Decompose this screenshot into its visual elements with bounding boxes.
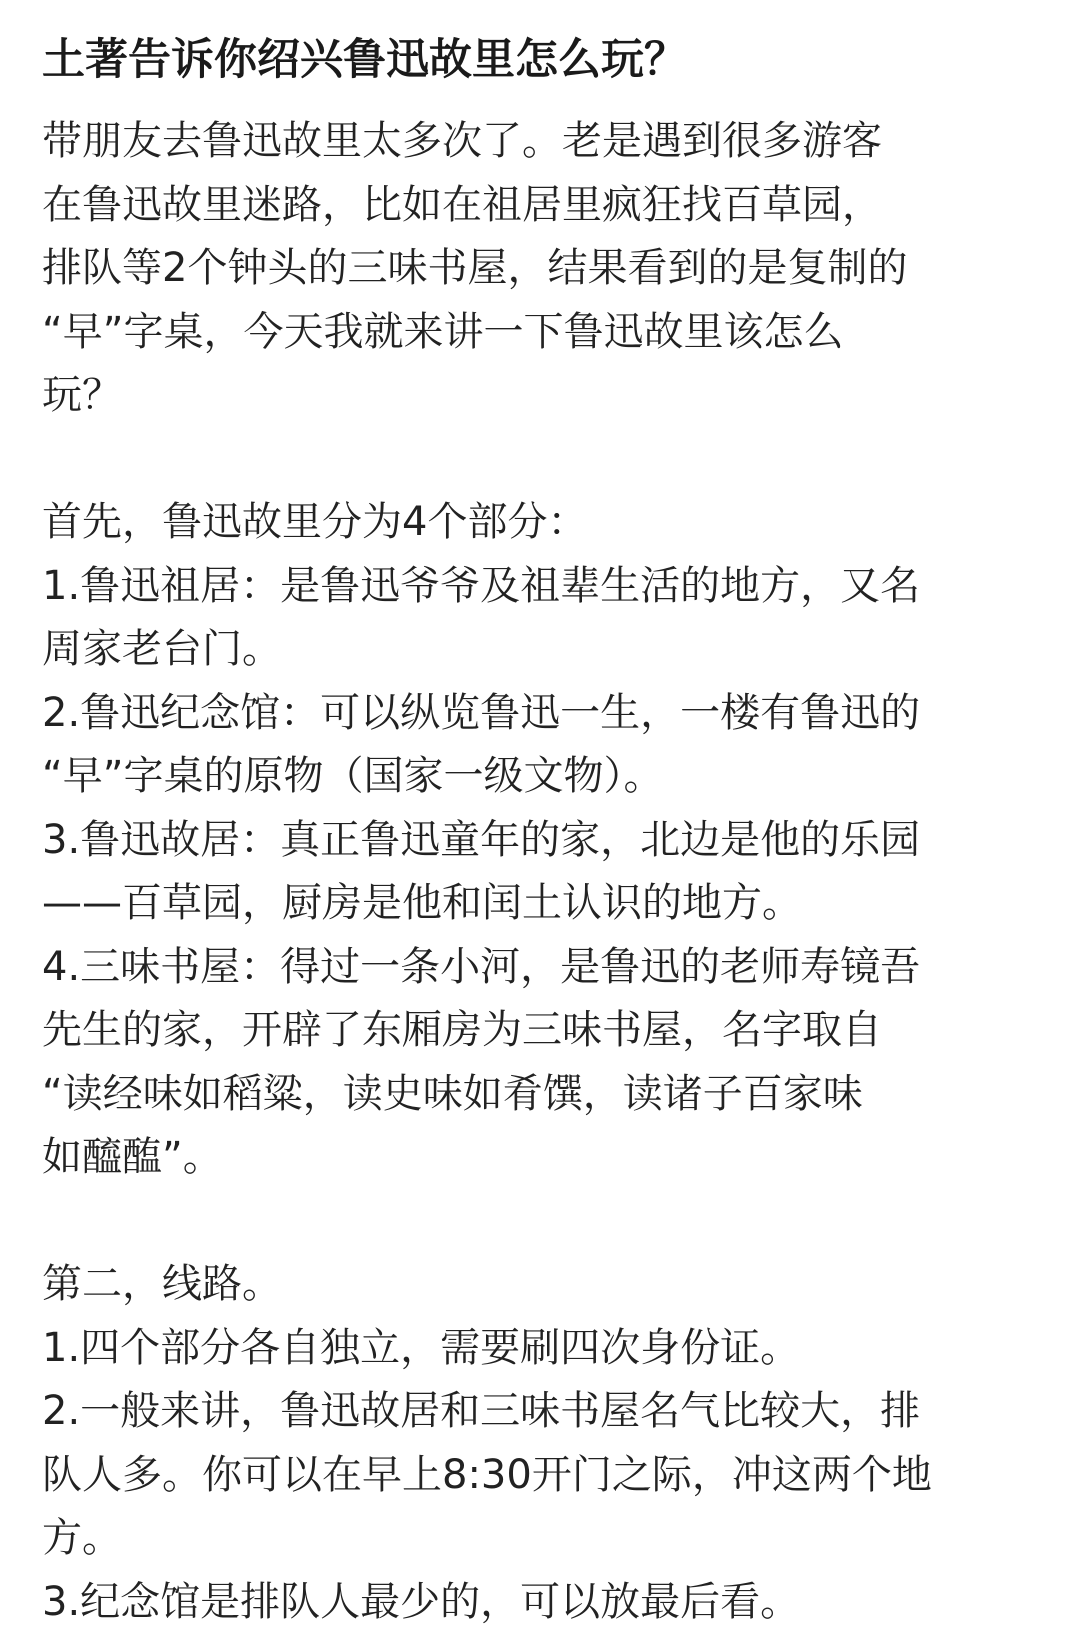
body-line: 第二，线路。 [42,1261,282,1307]
article-title: 土著告诉你绍兴鲁迅故里怎么玩？ [42,35,687,85]
body-line: 先生的家，开辟了东厢房为三味书屋，名字取自 [42,1007,882,1053]
body-line: 3.纪念馆是排队人最少的，可以放最后看。 [42,1578,801,1625]
body-line: 带朋友去鲁迅故里太多次了。老是遇到很多游客 [42,118,882,164]
body-line: 玩？ [42,372,122,418]
body-line: 首先，鲁迅故里分为4个部分： [42,499,588,545]
body-line: 4.三味书屋：得过一条小河，是鲁迅的老师寿镜吾 [42,943,921,990]
body-line: “早”字桌，今天我就来讲一下鲁迅故里该怎么 [42,308,844,355]
body-line: 1.鲁迅祖居：是鲁迅爷爷及祖辈生活的地方，又名 [42,562,921,609]
body-line: 2.一般来讲，鲁迅故居和三味书屋名气比较大，排 [42,1388,921,1434]
body-line: 如醯醢”。 [42,1134,223,1180]
body-line: 队人多。你可以在早上8:30开门之际，冲这两个地 [42,1451,932,1498]
body-line: 方。 [42,1515,122,1561]
paragraph-break [42,1190,1052,1254]
body-line: 排队等2个钟头的三味书屋，结果看到的是复制的 [42,245,908,291]
article-body [42,110,1052,1627]
body-line: 在鲁迅故里迷路，比如在祖居里疯狂找百草园， [42,181,882,228]
body-line: 3.鲁迅故居：真正鲁迅童年的家，北边是他的乐园 [42,816,921,863]
body-line: 1.四个部分各自独立，需要刷四次身份证。 [42,1324,801,1371]
body-line: “读经味如稻粱，读史味如肴馔，读诸子百家味 [42,1070,863,1117]
body-line: ——百草园，厨房是他和闰土认识的地方。 [42,880,802,926]
body-line: 2.鲁迅纪念馆：可以纵览鲁迅一生，一楼有鲁迅的 [42,689,921,736]
body-line: 周家老台门。 [42,626,282,672]
paragraph-break [42,428,1052,492]
body-line: “早”字桌的原物（国家一级文物）。 [42,753,664,799]
